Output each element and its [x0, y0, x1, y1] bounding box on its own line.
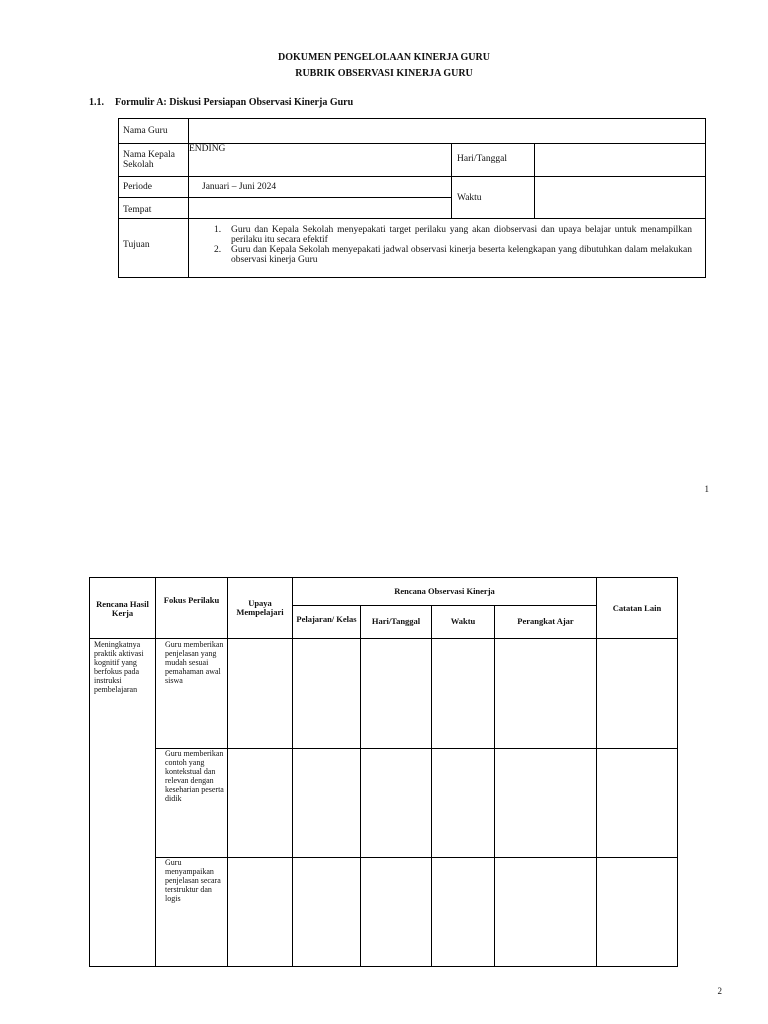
header-pelajaran-kelas: Pelajaran/ Kelas: [296, 614, 357, 624]
page-number: 1: [704, 484, 709, 494]
section-title: Formulir A: Diskusi Persiapan Observasi Kinerja Guru: [115, 97, 354, 108]
hari-tanggal-label: Hari/Tanggal: [457, 154, 507, 164]
tujuan-item: [214, 245, 692, 265]
header-fokus-perilaku: Fokus Perilaku: [163, 595, 220, 605]
header-perangkat-ajar: Perangkat Ajar: [517, 616, 574, 626]
section-heading: [89, 97, 353, 108]
header-rencana-observasi: Rencana Observasi Kinerja: [394, 586, 495, 596]
kepala-sekolah-value: ENDING: [189, 144, 226, 154]
kepala-sekolah-label: Nama Kepala Sekolah: [123, 150, 175, 170]
tempat-label: Tempat: [123, 205, 152, 215]
document-subtitle: RUBRIK OBSERVASI KINERJA GURU: [295, 68, 473, 79]
header-catatan-lain: Catatan Lain: [612, 603, 662, 613]
rubrik-observasi-table: [89, 577, 678, 967]
section-number: 1.1.: [89, 97, 104, 108]
document-title: DOKUMEN PENGELOLAAN KINERJA GURU: [278, 52, 490, 63]
fokus-perilaku-row-3: Guru menyampaikan penjelasan secara terstruktur dan logis: [165, 858, 221, 903]
tujuan-list: [214, 225, 692, 265]
nama-guru-label: Nama Guru: [123, 126, 168, 136]
tujuan-item-number: 2.: [214, 245, 222, 255]
tujuan-item-number: 1.: [214, 225, 222, 235]
periode-value: Januari – Juni 2024: [202, 182, 277, 192]
header-rencana-hasil-kerja: Rencana Hasil Kerja: [96, 599, 149, 618]
periode-label: Periode: [123, 182, 153, 192]
tujuan-item-text: Guru dan Kepala Sekolah menyepakati jadwal observasi kinerja beserta kelengkapan yang dibutuhkan dalam melakukan observasi kinerja Guru: [231, 245, 692, 265]
fokus-perilaku-row-2: Guru memberikan contoh yang kontekstual dan relevan dengan keseharian peserta didik: [165, 749, 224, 803]
waktu-label: Waktu: [457, 193, 482, 203]
header-upaya-mempelajari: Upaya Mempelajari: [236, 598, 284, 617]
fokus-perilaku-row-1: Guru memberikan penjelasan yang mudah sesuai pemahaman awal siswa: [165, 640, 224, 685]
tujuan-label: Tujuan: [123, 240, 150, 250]
tujuan-item: [214, 225, 692, 245]
tujuan-item-text: Guru dan Kepala Sekolah menyepakati target perilaku yang akan diobservasi dan upaya belajar untuk menampilkan perilaku itu secara efektif: [231, 225, 692, 245]
page-2: [0, 540, 768, 1024]
page-number: 2: [717, 986, 722, 996]
header-waktu: Waktu: [450, 616, 476, 626]
header-hari-tanggal: Hari/Tanggal: [371, 616, 421, 626]
rencana-hasil-kerja-value: Meningkatnya praktik aktivasi kognitif yang berfokus pada instruksi pembelajaran: [94, 640, 144, 694]
